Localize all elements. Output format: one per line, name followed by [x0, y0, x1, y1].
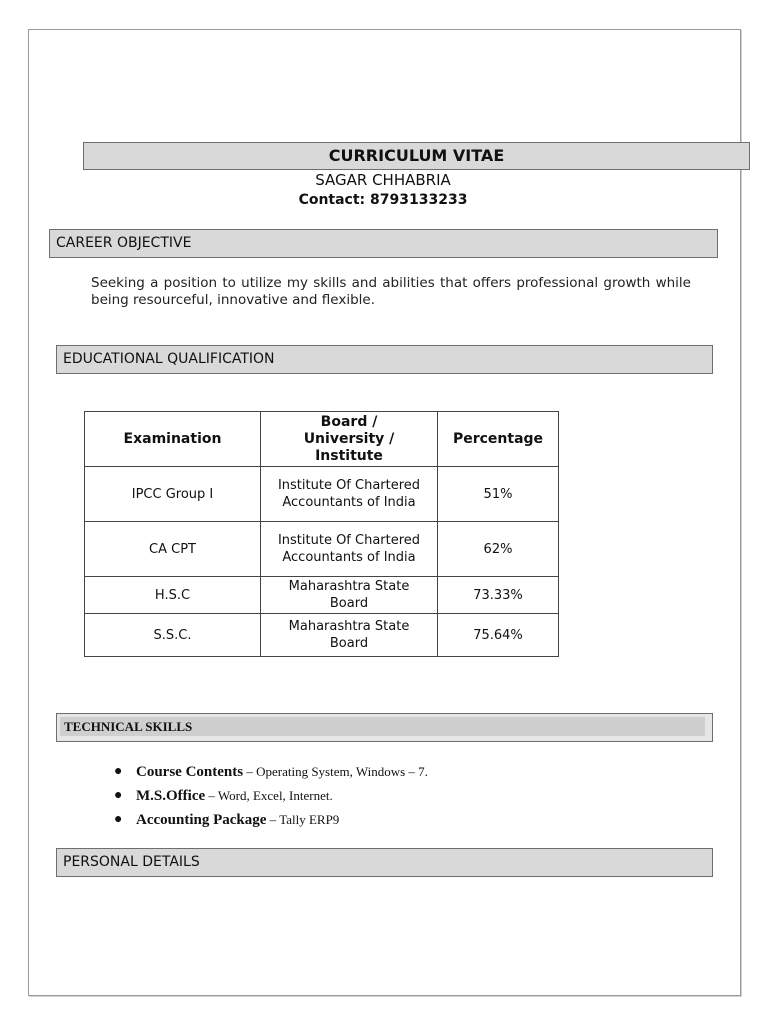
column-header-board-label: Board / University / Institute [303, 413, 395, 464]
document-title: CURRICULUM VITAE [328, 146, 505, 165]
skill-detail: Word, Excel, Internet. [217, 788, 333, 803]
percentage-cell: 73.33% [438, 577, 559, 614]
list-item [112, 784, 428, 808]
table-row [85, 522, 559, 577]
list-item [112, 808, 428, 832]
skill-separator: – [205, 788, 218, 803]
table-row [85, 577, 559, 614]
exam-cell: H.S.C [85, 577, 261, 614]
education-heading-label: EDUCATIONAL QUALIFICATION [63, 351, 275, 367]
skill-detail: Tally ERP9 [279, 812, 340, 827]
contact-number: Contact: 8793133233 [298, 192, 468, 208]
list-item [112, 760, 428, 784]
board-cell [261, 577, 438, 614]
board-cell-text: Institute Of Chartered Accountants of India [277, 533, 421, 565]
personal-details-heading [56, 848, 713, 877]
board-cell-text: Maharashtra State Board [288, 579, 410, 611]
education-table [84, 411, 559, 657]
board-cell [261, 467, 438, 522]
skill-detail: Operating System, Windows – 7. [256, 764, 428, 779]
skill-head: Course Contents [136, 764, 244, 780]
bullet-icon: ● [114, 764, 123, 779]
candidate-name: SAGAR CHHABRIA [315, 171, 451, 189]
board-cell-text: Maharashtra State Board [288, 619, 410, 651]
exam-cell: CA CPT [85, 522, 261, 577]
career-objective-heading-label: CAREER OBJECTIVE [56, 235, 192, 251]
table-row [85, 614, 559, 657]
skill-separator: – [266, 812, 280, 827]
bullet-icon: ● [114, 788, 123, 803]
skill-head: M.S.Office [136, 788, 206, 804]
board-cell [261, 614, 438, 657]
exam-cell: IPCC Group I [85, 467, 261, 522]
table-header-row [85, 412, 559, 467]
career-objective-text: Seeking a position to utilize my skills and abilities that offers professional growth while being resourceful, innovative and flexible. [91, 275, 691, 308]
technical-skills-list [112, 760, 428, 832]
bullet-icon: ● [114, 812, 123, 827]
title-bar [83, 142, 750, 170]
percentage-cell: 62% [438, 522, 559, 577]
column-header-examination: Examination [85, 412, 261, 467]
percentage-cell: 75.64% [438, 614, 559, 657]
column-header-board [261, 412, 438, 467]
column-header-percentage: Percentage [438, 412, 559, 467]
table-row [85, 467, 559, 522]
percentage-cell: 51% [438, 467, 559, 522]
skill-head: Accounting Package [136, 812, 267, 828]
career-objective-heading [49, 229, 718, 258]
board-cell [261, 522, 438, 577]
skill-separator: – [243, 764, 257, 779]
education-heading [56, 345, 713, 374]
technical-skills-heading-label: TECHNICAL SKILLS [64, 719, 193, 734]
board-cell-text: Institute Of Chartered Accountants of India [277, 478, 421, 510]
exam-cell: S.S.C. [85, 614, 261, 657]
personal-details-heading-label: PERSONAL DETAILS [63, 854, 200, 870]
